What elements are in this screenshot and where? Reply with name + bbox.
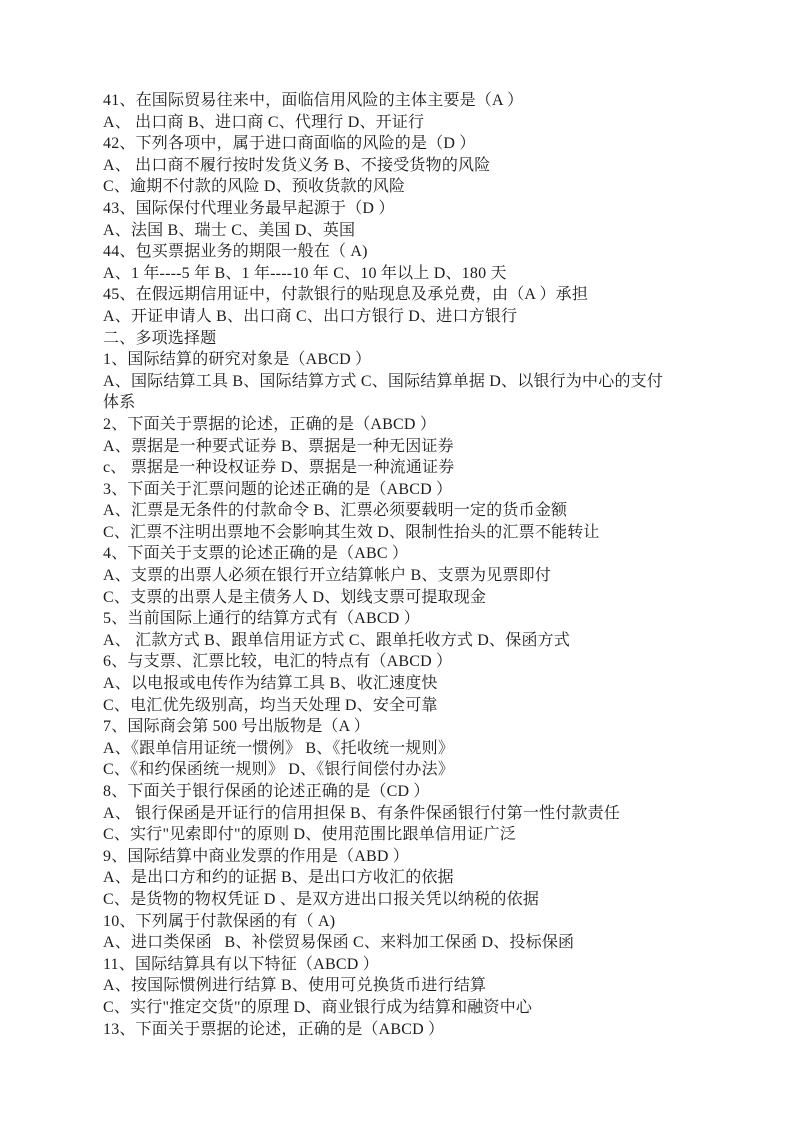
text-line: A、 出口商 B、进口商 C、代理行 D、开证行	[103, 113, 425, 131]
text-line: c、 票据是一种设权证券 D、票据是一种流通证券	[103, 459, 455, 477]
text-line: A、以电报或电传作为结算工具 B、收汇速度快	[103, 675, 438, 693]
text-line: 41、在国际贸易往来中，面临信用风险的主体主要是（A ）	[103, 92, 524, 109]
text-line: 45、在假远期信用证中，付款银行的贴现息及承兑费，由（A ）承担	[103, 286, 589, 304]
text-line: 2、下面关于票据的论述，正确的是（ABCD ）	[103, 415, 437, 433]
document-text-block	[103, 90, 743, 1040]
text-line: C、是货物的物权凭证 D 、是双方进出口报关凭以纳税的依据	[103, 890, 540, 908]
text-line: 10、下列属于付款保函的有（ A)	[103, 912, 336, 930]
text-line: 9、国际结算中商业发票的作用是（ABD ）	[103, 847, 409, 865]
text-line: C、支票的出票人是主债务人 D、划线支票可提取现金	[103, 588, 487, 606]
text-line: 5、当前国际上通行的结算方式有（ABCD ）	[103, 610, 420, 628]
text-line: A、支票的出票人必须在银行开立结算帐户 B、支票为见票即付	[103, 567, 552, 585]
text-line: A、1 年----5 年 B、1 年----10 年 C、10 年以上 D、180 天	[103, 264, 507, 282]
text-line: 二、多项选择题	[103, 329, 217, 347]
text-line: 8、下面关于银行保函的论述正确的是（CD ）	[103, 783, 430, 800]
text-line: A、 出口商不履行按时发货义务 B、不接受货物的风险	[103, 156, 491, 174]
text-line: 3、下面关于汇票问题的论述正确的是（ABCD ）	[103, 480, 453, 498]
text-line: 体系	[103, 394, 136, 412]
text-line: C、实行"见索即付"的原则 D、使用范围比跟单信用证广泛	[103, 826, 516, 844]
text-line: A、国际结算工具 B、国际结算方式 C、国际结算单据 D、以银行为中心的支付	[103, 372, 664, 390]
text-line: C、逾期不付款的风险 D、预收货款的风险	[103, 178, 406, 196]
text-line: 13、下面关于票据的论述，正确的是（ABCD ）	[103, 1020, 445, 1038]
text-line: 42、下列各项中，属于进口商面临的风险的是（D ）	[103, 135, 476, 153]
text-line: A、进口类保函 B、补偿贸易保函 C、来料加工保函 D、投标保函	[103, 934, 575, 952]
text-line: C、汇票不注明出票地不会影响其生效 D、限制性抬头的汇票不能转让	[103, 523, 600, 541]
text-line: 43、国际保付代理业务最早起源于（D ）	[103, 199, 395, 217]
text-line: A、法国 B、瑞士 C、美国 D、英国	[103, 221, 356, 239]
text-line: 6、与支票、汇票比较，电汇的特点有（ABCD ）	[103, 653, 453, 671]
text-line: A、 汇款方式 B、跟单信用证方式 C、跟单托收方式 D、保函方式	[103, 631, 571, 649]
text-line: 7、国际商会第 500 号出版物是（A ）	[103, 718, 370, 736]
text-line: C、实行"推定交货"的原理 D、商业银行成为结算和融资中心	[103, 998, 533, 1016]
text-line: A、票据是一种要式证券 B、票据是一种无因证券	[103, 437, 454, 455]
text-line: A、 银行保函是开证行的信用担保 B、有条件保函银行付第一性付款责任	[103, 804, 621, 822]
text-line: A、开证申请人 B、出口商 C、出口方银行 D、进口方银行	[103, 307, 518, 325]
text-line: A、按国际惯例进行结算 B、使用可兑换货币进行结算	[103, 977, 487, 995]
text-line: 1、国际结算的研究对象是（ABCD ）	[103, 351, 372, 369]
text-line: 11、国际结算具有以下特征（ABCD ）	[103, 955, 379, 973]
text-line: 44、包买票据业务的期限一般在（ A)	[103, 243, 368, 261]
text-line: C、电汇优先级别高，均当天处理 D、安全可靠	[103, 696, 438, 714]
text-line: A、汇票是无条件的付款命令 B、汇票必须要载明一定的货币金额	[103, 502, 568, 520]
text-line: A、是出口方和约的证据 B、是出口方收汇的依据	[103, 869, 454, 887]
text-line: A、《跟单信用证统一惯例》 B、《托收统一规则》	[103, 739, 455, 757]
text-line: C、《和约保函统一规则》 D、《银行间偿付办法》	[103, 761, 455, 779]
text-line: 4、下面关于支票的论述正确的是（ABC ）	[103, 545, 409, 563]
